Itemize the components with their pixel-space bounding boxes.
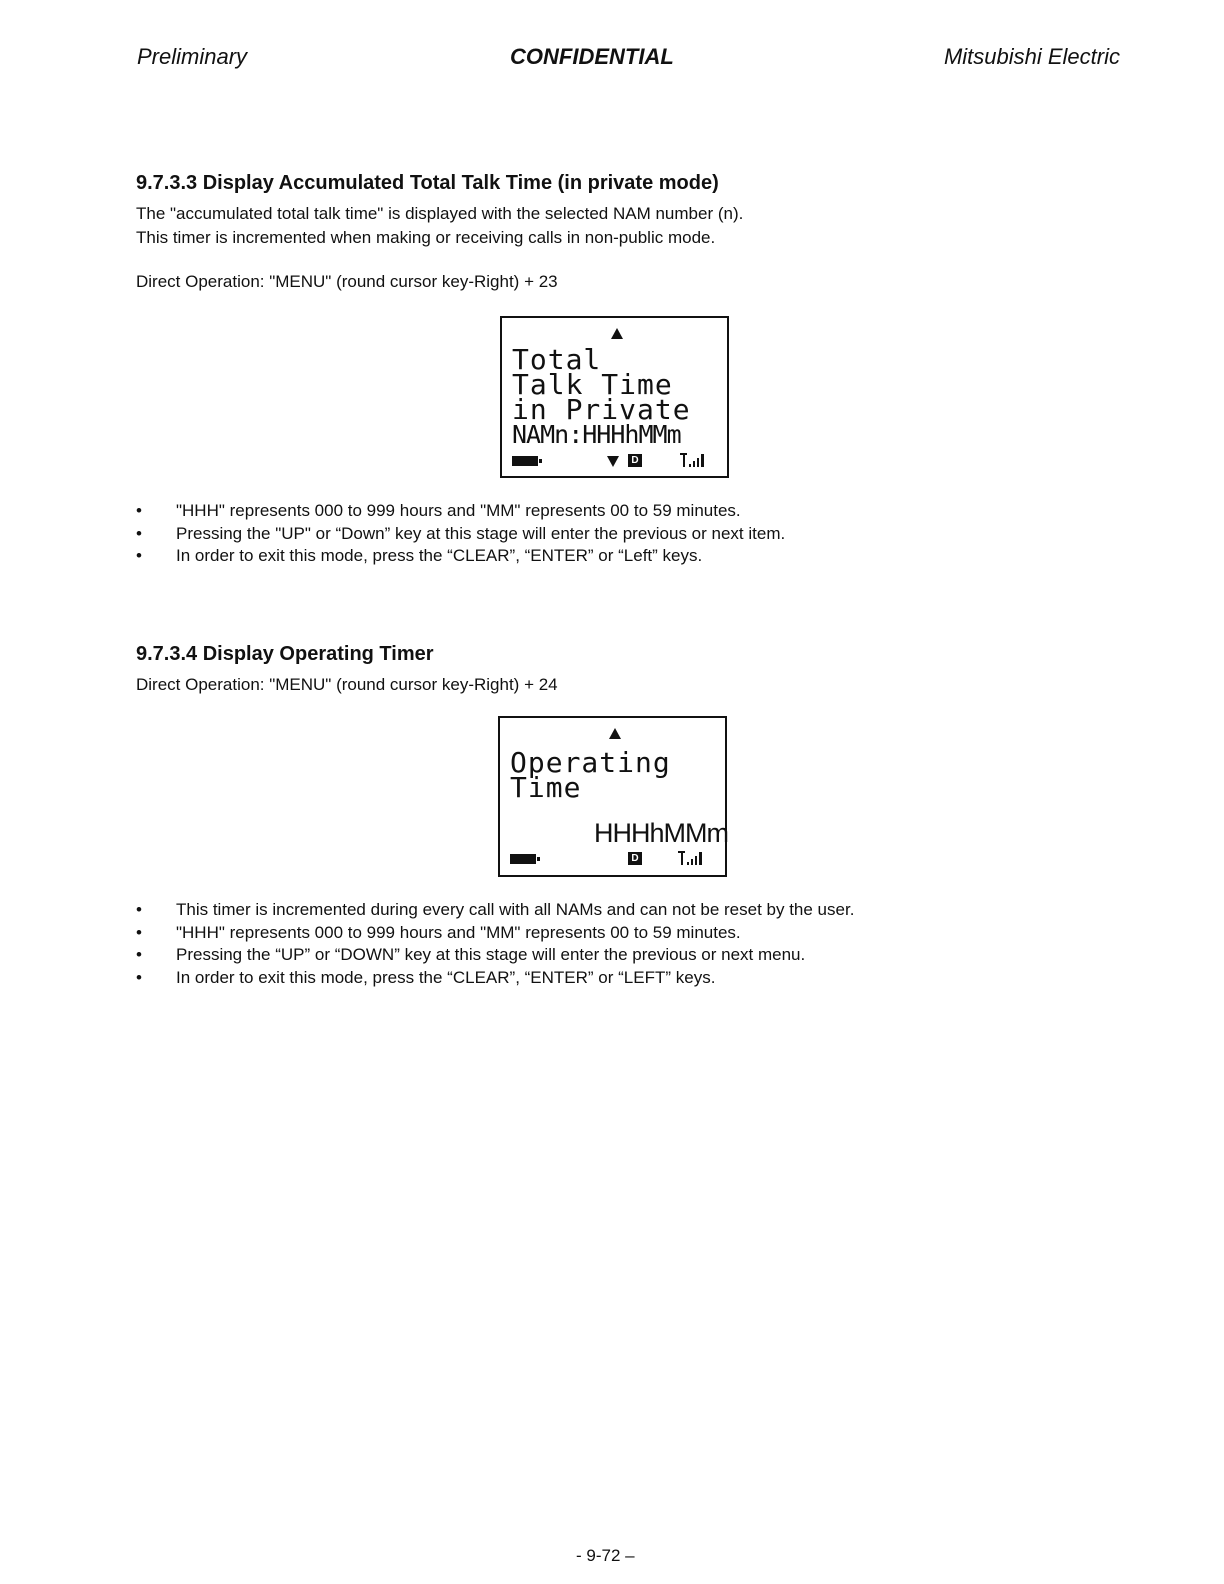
lcd-display-operating-timer <box>498 716 727 877</box>
section-heading-operating-timer: 9.7.3.4 Display Operating Timer <box>136 643 434 665</box>
lcd-line-4: NAMn:HHHhMMm <box>512 420 681 449</box>
digital-mode-icon: D <box>628 852 642 865</box>
bullet-point: • <box>136 967 142 987</box>
lcd-timer-value: HHHhMMm <box>594 818 728 848</box>
lcd-line-2: Talk Time <box>512 368 673 401</box>
list-item <box>136 944 854 967</box>
list-item-text: In order to exit this mode, press the “CLEAR”, “ENTER” or “Left” keys. <box>176 546 703 565</box>
list-item-text: "HHH" represents 000 to 999 hours and "MM" represents 00 to 59 minutes. <box>176 922 741 942</box>
intro-line-1: The "accumulated total talk time" is displayed with the selected NAM number (n). <box>136 204 744 223</box>
bullet-point: • <box>136 546 142 565</box>
lcd-line-2: Time <box>510 771 582 804</box>
page-number: - 9-72 – <box>576 1546 635 1565</box>
list-item-text: This timer is incremented during every call with all NAMs and can not be reset by the user. <box>176 900 855 919</box>
battery-icon <box>512 456 538 466</box>
bullet-list-operating-timer <box>136 899 854 989</box>
up-arrow-icon <box>611 328 623 339</box>
bullet-point: • <box>136 945 142 964</box>
battery-icon <box>510 854 536 864</box>
list-item-text: In order to exit this mode, press the “CLEAR”, “ENTER” or “LEFT” keys. <box>176 967 716 987</box>
digital-mode-icon: D <box>628 454 642 467</box>
down-arrow-icon <box>607 456 619 467</box>
header-preliminary: Preliminary <box>137 44 248 69</box>
lcd-display-total-talk-time <box>500 316 729 478</box>
list-item <box>136 545 785 568</box>
list-item-text: "HHH" represents 000 to 999 hours and "MM" represents 00 to 59 minutes. <box>176 501 741 520</box>
header-company: Mitsubishi Electric <box>943 44 1120 69</box>
bullet-point: • <box>136 501 142 520</box>
signal-strength-icon <box>680 452 708 468</box>
list-item-text: Pressing the "UP" or “Down” key at this stage will enter the previous or next item. <box>176 523 786 543</box>
list-item-text: Pressing the “UP” or “DOWN” key at this stage will enter the previous or next menu. <box>176 945 806 964</box>
header-confidential: CONFIDENTIAL <box>510 44 674 69</box>
lcd-line-1: Operating <box>510 746 671 779</box>
bullet-point: • <box>136 523 142 543</box>
section-heading-total-talk-time: 9.7.3.3 Display Accumulated Total Talk Time (in private mode) <box>136 172 719 194</box>
bullet-point: • <box>136 900 142 919</box>
list-item <box>136 500 785 523</box>
up-arrow-icon <box>609 728 621 739</box>
list-item <box>136 922 854 945</box>
direct-operation-24: Direct Operation: "MENU" (round cursor key-Right) + 24 <box>136 675 558 694</box>
list-item <box>136 899 854 922</box>
lcd-line-1: Total <box>512 343 602 376</box>
list-item <box>136 523 785 546</box>
list-item <box>136 967 854 990</box>
bullet-point: • <box>136 922 142 942</box>
signal-strength-icon <box>678 850 706 866</box>
lcd-line-3: in Private <box>512 393 691 426</box>
intro-line-2: This timer is incremented when making or receiving calls in non-public mode. <box>136 228 716 247</box>
direct-operation-23: Direct Operation: "MENU" (round cursor key-Right) + 23 <box>136 272 558 291</box>
bullet-list-total-talk-time <box>136 500 785 568</box>
